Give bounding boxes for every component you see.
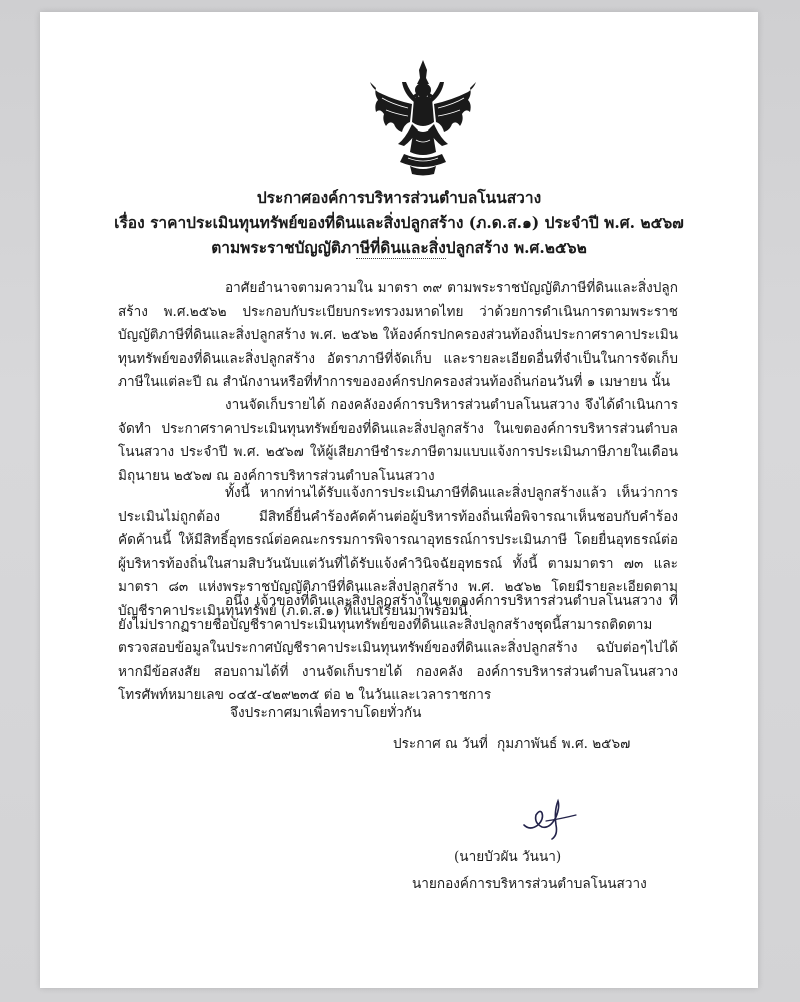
closing-announcement: จึงประกาศมาเพื่อทราบโดยทั่วกัน xyxy=(230,705,422,721)
garuda-emblem-icon xyxy=(368,58,478,176)
signer-name: (นายบัวผัน วันนา) xyxy=(454,849,562,865)
signer-position: นายกองค์การบริหารส่วนตำบลโนนสวาง xyxy=(412,876,647,892)
announcement-subject: เรื่อง ราคาประเมินทุนทรัพย์ของที่ดินและสิ่งปลูกสร้าง (ภ.ด.ส.๑) ประจำปี พ.ศ. ๒๕๖๗ xyxy=(114,213,684,232)
date-label: ประกาศ ณ วันที่ xyxy=(393,736,488,752)
date-value: กุมภาพันธ์ พ.ศ. ๒๕๖๗ xyxy=(497,736,631,752)
title-divider xyxy=(356,258,446,259)
body-paragraph-2: งานจัดเก็บรายได้ กองคลังองค์การบริหารส่วนตำบลโนนสวาง จึงได้ดำเนินการจัดทำ ประกาศราคาประเมินทุนทรัพย์ของที่ดินและสิ่งปลูกสร้าง ในเขตองค์การบริหารส่วนตำบลโนนสวาง ประจำปี พ.ศ. ๒๕๖๗ ให้ผู้เสียภาษีชำระภาษีตามแบบแจ้งการประเมินภาษีภายในเดือน มิถุนายน ๒๕๖๗ ณ องค์การบริหารส่วนตำบลโนนสวาง xyxy=(118,397,678,484)
body-paragraph-3: ทั้งนี้ หากท่านได้รับแจ้งการประเมินภาษีที่ดินและสิ่งปลูกสร้างแล้ว เห็นว่าการประเมินไม่ถูกต้อง มีสิทธิ์ยื่นคำร้องคัดค้านต่อผู้บริหารท้องถิ่นเพื่อพิจารณาเห็นชอบกับคำร้องคัดค้านนี้ ให้มีสิทธิ์อุทธรณ์ต่อคณะกรรมการพิจารณาอุทธรณ์การประเมินภาษี โดยยื่นอุทธรณ์ต่อผู้บริหารท้องถิ่นในสามสิบวันนับแต่วันที่ได้รับแจ้งคำวินิจฉัยอุทธรณ์ ทั้งนี้ ตามมาตรา ๗๓ และมาตรา ๘๓ แห่งพระราชบัญญัติภาษีที่ดินและสิ่งปลูกสร้าง พ.ศ. ๒๕๖๒ โดยมีรายละเอียดตามบัญชีราคาประเมินทุนทรัพย์ (ภ.ด.ส.๑) ที่แนบเรียนมาพร้อมนี้ xyxy=(118,485,678,619)
signature-mark xyxy=(516,795,586,841)
announcement-law-reference: ตามพระราชบัญญัติภาษีที่ดินและสิ่งปลูกสร้าง พ.ศ.๒๕๖๒ xyxy=(211,238,587,257)
announcement-title: ประกาศองค์การบริหารส่วนตำบลโนนสวาง xyxy=(256,188,542,207)
body-paragraph-4: อนึ่ง เจ้าของที่ดินและสิ่งปลูกสร้างในเขตองค์การบริหารส่วนตำบลโนนสวาง ที่ยังไม่ปรากฏรายชื่อบัญชีราคาประเมินทุนทรัพย์ของที่ดินและสิ่งปลูกสร้างชุดนี้สามารถติดตามตรวจสอบข้อมูลในประกาศบัญชีราคาประเมินทุนทรัพย์ของที่ดินและสิ่งปลูกสร้าง ฉบับต่อๆไปได้ หากมีข้อสงสัย สอบถามได้ที่ งานจัดเก็บรายได้ กองคลัง องค์การบริหารส่วนตำบลโนนสวาง โทรศัพท์หมายเลข ๐๔๕-๔๒๙๒๓๕ ต่อ ๒ ในวันและเวลาราชการ xyxy=(118,593,678,703)
body-paragraph-1: อาศัยอำนาจตามความใน มาตรา ๓๙ ตามพระราชบัญญัติภาษีที่ดินและสิ่งปลูกสร้าง พ.ศ.๒๕๖๒ ประกอบกับระเบียบกระทรวงมหาดไทย ว่าด้วยการดำเนินการตามพระราชบัญญัติภาษีที่ดินและสิ่งปลูกสร้าง พ.ศ. ๒๕๖๒ ให้องค์กรปกครองส่วนท้องถิ่นประกาศราคาประเมินทุนทรัพย์ของที่ดินและสิ่งปลูกสร้าง อัตราภาษีที่จัดเก็บ และรายละเอียดอื่นที่จำเป็นในการจัดเก็บภาษีในแต่ละปี ณ สำนักงานหรือที่ทำการขององค์กรปกครองส่วนท้องถิ่นก่อนวันที่ ๑ เมษายน นั้น xyxy=(118,280,678,390)
document-page xyxy=(40,12,758,988)
